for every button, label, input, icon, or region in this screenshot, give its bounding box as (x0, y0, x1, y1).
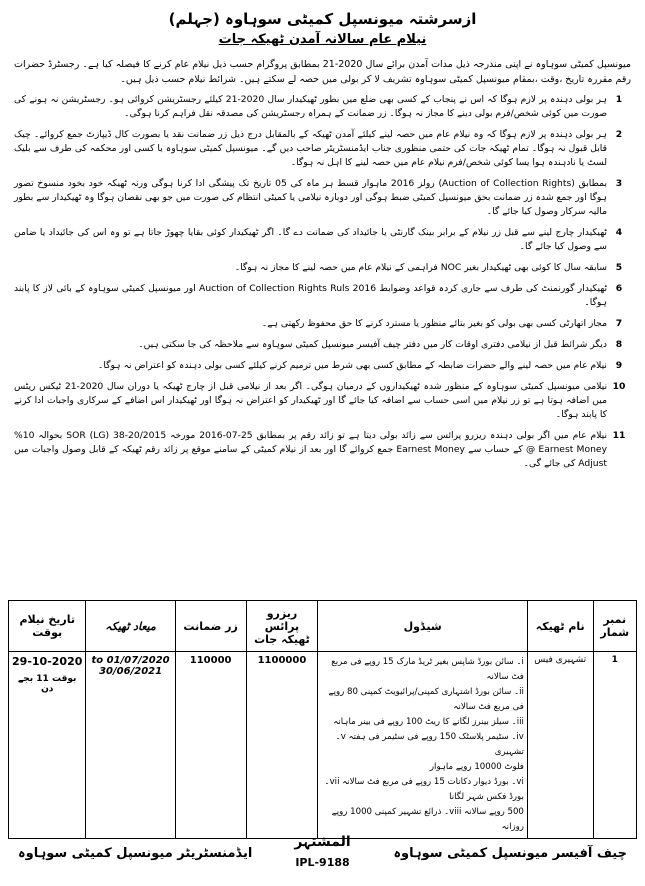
term-text: سابقہ سال کا کوئی بھی ٹھیکیدار بغیر NOC فراہمی کے نیلام عام میں حصہ لینے کا مجاز نہ ہوگا۔ (234, 262, 607, 273)
term-text: نیلام عام میں اگر بولی دہندہ ریزرو پرائس سے زائد بولی دیتا ہے تو زائد رقم پر بمطابق 25-07-2016 مورخہ SOR (LG) 38-20/2015 بحوالہ 10% Earnest Money @ کے حساب سے Earnest Money جمع کروائے گا اور بعد از نیلام کمیٹی کے سامنے موقع پر زائد رقم ٹھیکہ کے قابل وصول واجبات میں Adjust کی جائے گی۔ (14, 430, 608, 469)
cell-name: تشہیری فیس (527, 652, 593, 839)
schedule-item: iii۔ سیلز بینرز لگانے کا ریٹ 100 روپے فی بینر ماہانہ (333, 717, 524, 727)
term-item (14, 429, 631, 471)
table-row (9, 652, 637, 839)
term-item (14, 226, 631, 254)
term-number: 10 (612, 381, 626, 392)
schedule-item: vi۔ بورڈ دیوار دکانات 15 روپے فی مربع فٹ سالانہ vii۔ بورڈ فکس شہر لگانا (324, 777, 524, 802)
term-number: 6 (615, 283, 623, 294)
term-item (14, 338, 631, 352)
term-text: ہر بولی دہندہ پر لازم ہوگا کہ اس نے پنجاب کے کسی بھی ضلع میں بطور ٹھیکیدار سال 2020-21 کیلئے رجسٹریشن کروائی ہو۔ رجسٹریشن نہ ہونے کی صورت میں کوئی شخص/فرم بولی دینے کا مجاز نہ ہوگا۔ زر ضمانت کے ہمراہ رجسٹریشن کی مصدقہ نقل فراہم کرنا ہوگی۔ (14, 94, 607, 119)
term-item (14, 128, 631, 170)
cell-security: 110000 (175, 652, 246, 839)
cell-schedule (318, 652, 528, 839)
term-number: 8 (615, 339, 623, 350)
term-item (14, 261, 631, 275)
footer (0, 824, 645, 884)
term-text: بمطابق (Auction of Collection Rights) رولز 2016 ماہوار قسط ہر ماہ کی 05 تاریخ تک پیشگی ادا کرنا ہوگی ورنہ ٹھیکہ خود بخود منسوخ تصور ہوگا اور جمع شدہ زر ضمانت بحق میونسپل کمیٹی ضبط ہوگی اور دوبارہ نیلامی یا کمیٹی انتظام کی صورت میں جو بھی نقصان ہوگا وہ ٹھیکیدار سے بطور مالیہ سرکار وصول کیا جائے گا۔ (14, 178, 607, 217)
schedule-item: 500 روپے سالانہ viii۔ ذرائع تشہیر کمپنی 1000 روپے روزانہ (331, 807, 524, 832)
term-number: 5 (615, 262, 623, 273)
header-auction-date: تاریخ نیلام بوقت (9, 601, 86, 652)
term-number: 7 (615, 318, 623, 329)
auction-date: 29-10-2020 (12, 655, 83, 668)
cell-serial: 1 (593, 652, 636, 839)
page-title: ازسرشتہ میونسپل کمیٹی سوہاوہ (جہلم) (168, 10, 477, 28)
term-text: ٹھیکیدار گورنمنٹ کی طرف سے جاری کردہ قواعد وضوابط Auction of Collection Rights Ruls 2016 اور میونسپل کمیٹی سوہاوہ کے بائی لاز کا پابند ہوگا۔ (14, 283, 608, 308)
term-number: 1 (615, 94, 623, 105)
schedule-item: فلوٹ 10000 روپے ماہوار (429, 762, 524, 772)
advertiser-code: IPL-9188 (295, 856, 350, 869)
term-number: 9 (615, 360, 623, 371)
header-security: زر ضمانت (175, 601, 246, 652)
schedule-item: iv۔ سٹیمر پلاسٹک 150 روپے فی سٹیمر فی ہفتہ v۔ تشہیری (335, 732, 524, 757)
header-serial: نمبر شمار (593, 601, 636, 652)
term-item (14, 282, 631, 310)
schedule-list (321, 655, 524, 835)
term-number: 2 (615, 129, 623, 140)
term-text: نیلام عام میں حصہ لینے والے حضرات ضابطہ کے مطابق کسی بھی شرط میں ترمیم کرنے کیلئے کسی بولی دہندہ کو اعتراض نہ ہوگا۔ (97, 360, 607, 371)
period-from: 01/07/2020 to (91, 655, 170, 666)
header-schedule: شیڈول (318, 601, 528, 652)
page-subtitle: نیلام عام سالانہ آمدن ٹھیکہ جات (218, 32, 427, 47)
advertiser-label: المشتہر (294, 834, 351, 850)
term-text: ٹھیکیدار چارج لینے سے قبل زر نیلام کے برابر بینک گارنٹی یا جائیداد کی ضمانت دے گا۔ اگر ٹھیکیدار کوئی بقایا چھوڑ جاتا ہے تو وہ اس کی جائیداد یا ضامن سے وصول کیا جائے گا۔ (14, 227, 607, 252)
administrator-signature: ایڈمنسٹریٹر میونسپل کمیٹی سوہاوہ (18, 846, 253, 861)
cell-auction-date (9, 652, 86, 839)
term-text: دیگر شرائط قبل از نیلامی دفتری اوقات کار میں دفتر چیف آفیسر میونسپل کمیٹی سوہاوہ سے ملاحظہ کی جا سکتی ہیں۔ (138, 339, 607, 350)
term-item (14, 93, 631, 121)
period-to: 30/06/2021 (99, 666, 163, 677)
intro-paragraph: میونسپل کمیٹی سوہاوہ نے اپنی مندرجہ ذیل مدات آمدن برائے سال 2020-21 بمطابق پروگرام حسب ذیل نیلام عام کرنے کا فیصلہ کیا ہے۔ رجسٹرڈ حضرات رقم مقررہ تاریخ ،وقت ،بمقام میونسپل کمیٹی سوہاوہ تشریف لا کر بولی میں حصہ لے سکتے ہیں۔ شرائط نیلام حسب ذیل ہیں۔ (14, 59, 631, 85)
term-text: ہر بولی دہندہ پر لازم ہوگا کہ وہ نیلام عام میں حصہ لینے کیلئے آمدن ٹھیکہ کے بالمقابل درج ذیل زر ضمانت نقد یا بصورت کال ڈیپازٹ جمع کروائے۔ چیک قابل قبول نہ ہوگا۔ تمام ٹھیکہ جات کی حتمی منظوری جناب ایڈمنسٹریٹر صاحب دیں گے۔ میونسپل کمیٹی سوہاوہ یا کسی اور محکمہ کی طرف سے بلیک لسٹ یا نادہندہ ہوا یسا کوئی شخص/فرم نیلام عام میں حصہ لینے کا اہل نہ ہوگا۔ (14, 129, 607, 168)
header-reserve-price: ریزرو پرائس ٹھیکہ جات (246, 601, 318, 652)
header-period: میعاد ٹھیکہ (86, 601, 175, 652)
schedule-item: ii۔ سائن بورڈ اشتہاری کمپنی/پرائیویٹ کمپنی 80 روپے فی مربع فٹ سالانہ (328, 687, 524, 712)
table-header-row (9, 601, 637, 652)
term-number: 4 (615, 227, 623, 238)
term-item (14, 380, 631, 422)
term-number: 11 (612, 430, 626, 441)
term-item (14, 317, 631, 331)
schedule-item: i۔ سائن بورڈ شاپس بغیر ٹریڈ مارک 15 روپے فی مربع فٹ سالانہ (331, 657, 524, 682)
auction-time: بوقت 11 بجے دن (18, 674, 77, 694)
term-text: مجاز اتھارٹی کسی بھی بولی کو بغیر بتائے منظور یا مسترد کرنے کا حق محفوظ رکھتی ہے۔ (261, 318, 607, 329)
term-item (14, 177, 631, 219)
cell-period (86, 652, 175, 839)
header-name: نام ٹھیکہ (527, 601, 593, 652)
term-number: 3 (615, 178, 623, 189)
schedule-table (8, 600, 637, 839)
chief-officer-signature: چیف آفیسر میونسپل کمیٹی سوہاوہ (393, 846, 627, 861)
term-text: نیلامی میونسپل کمیٹی سوہاوہ کے منظور شدہ ٹھیکیداروں کے درمیان ہوگی۔ اگر بعد از نیلامی قبل از چارج ٹھیکہ یا دوران سال 2020-21 ٹیکس ریٹس میں اضافہ ہوتا ہے تو زر نیلام میں اسی حساب سے اضافہ کیا جائے گا اور ٹھیکیدار کو اعتراض نہ ہوگا اور ٹھیکیدار اس اضافے کے سرکاری واجبات ادا کرنے کا پابند ہوگا۔ (14, 381, 607, 420)
cell-reserve-price: 1100000 (246, 652, 318, 839)
terms-list (8, 93, 637, 471)
term-item (14, 359, 631, 373)
